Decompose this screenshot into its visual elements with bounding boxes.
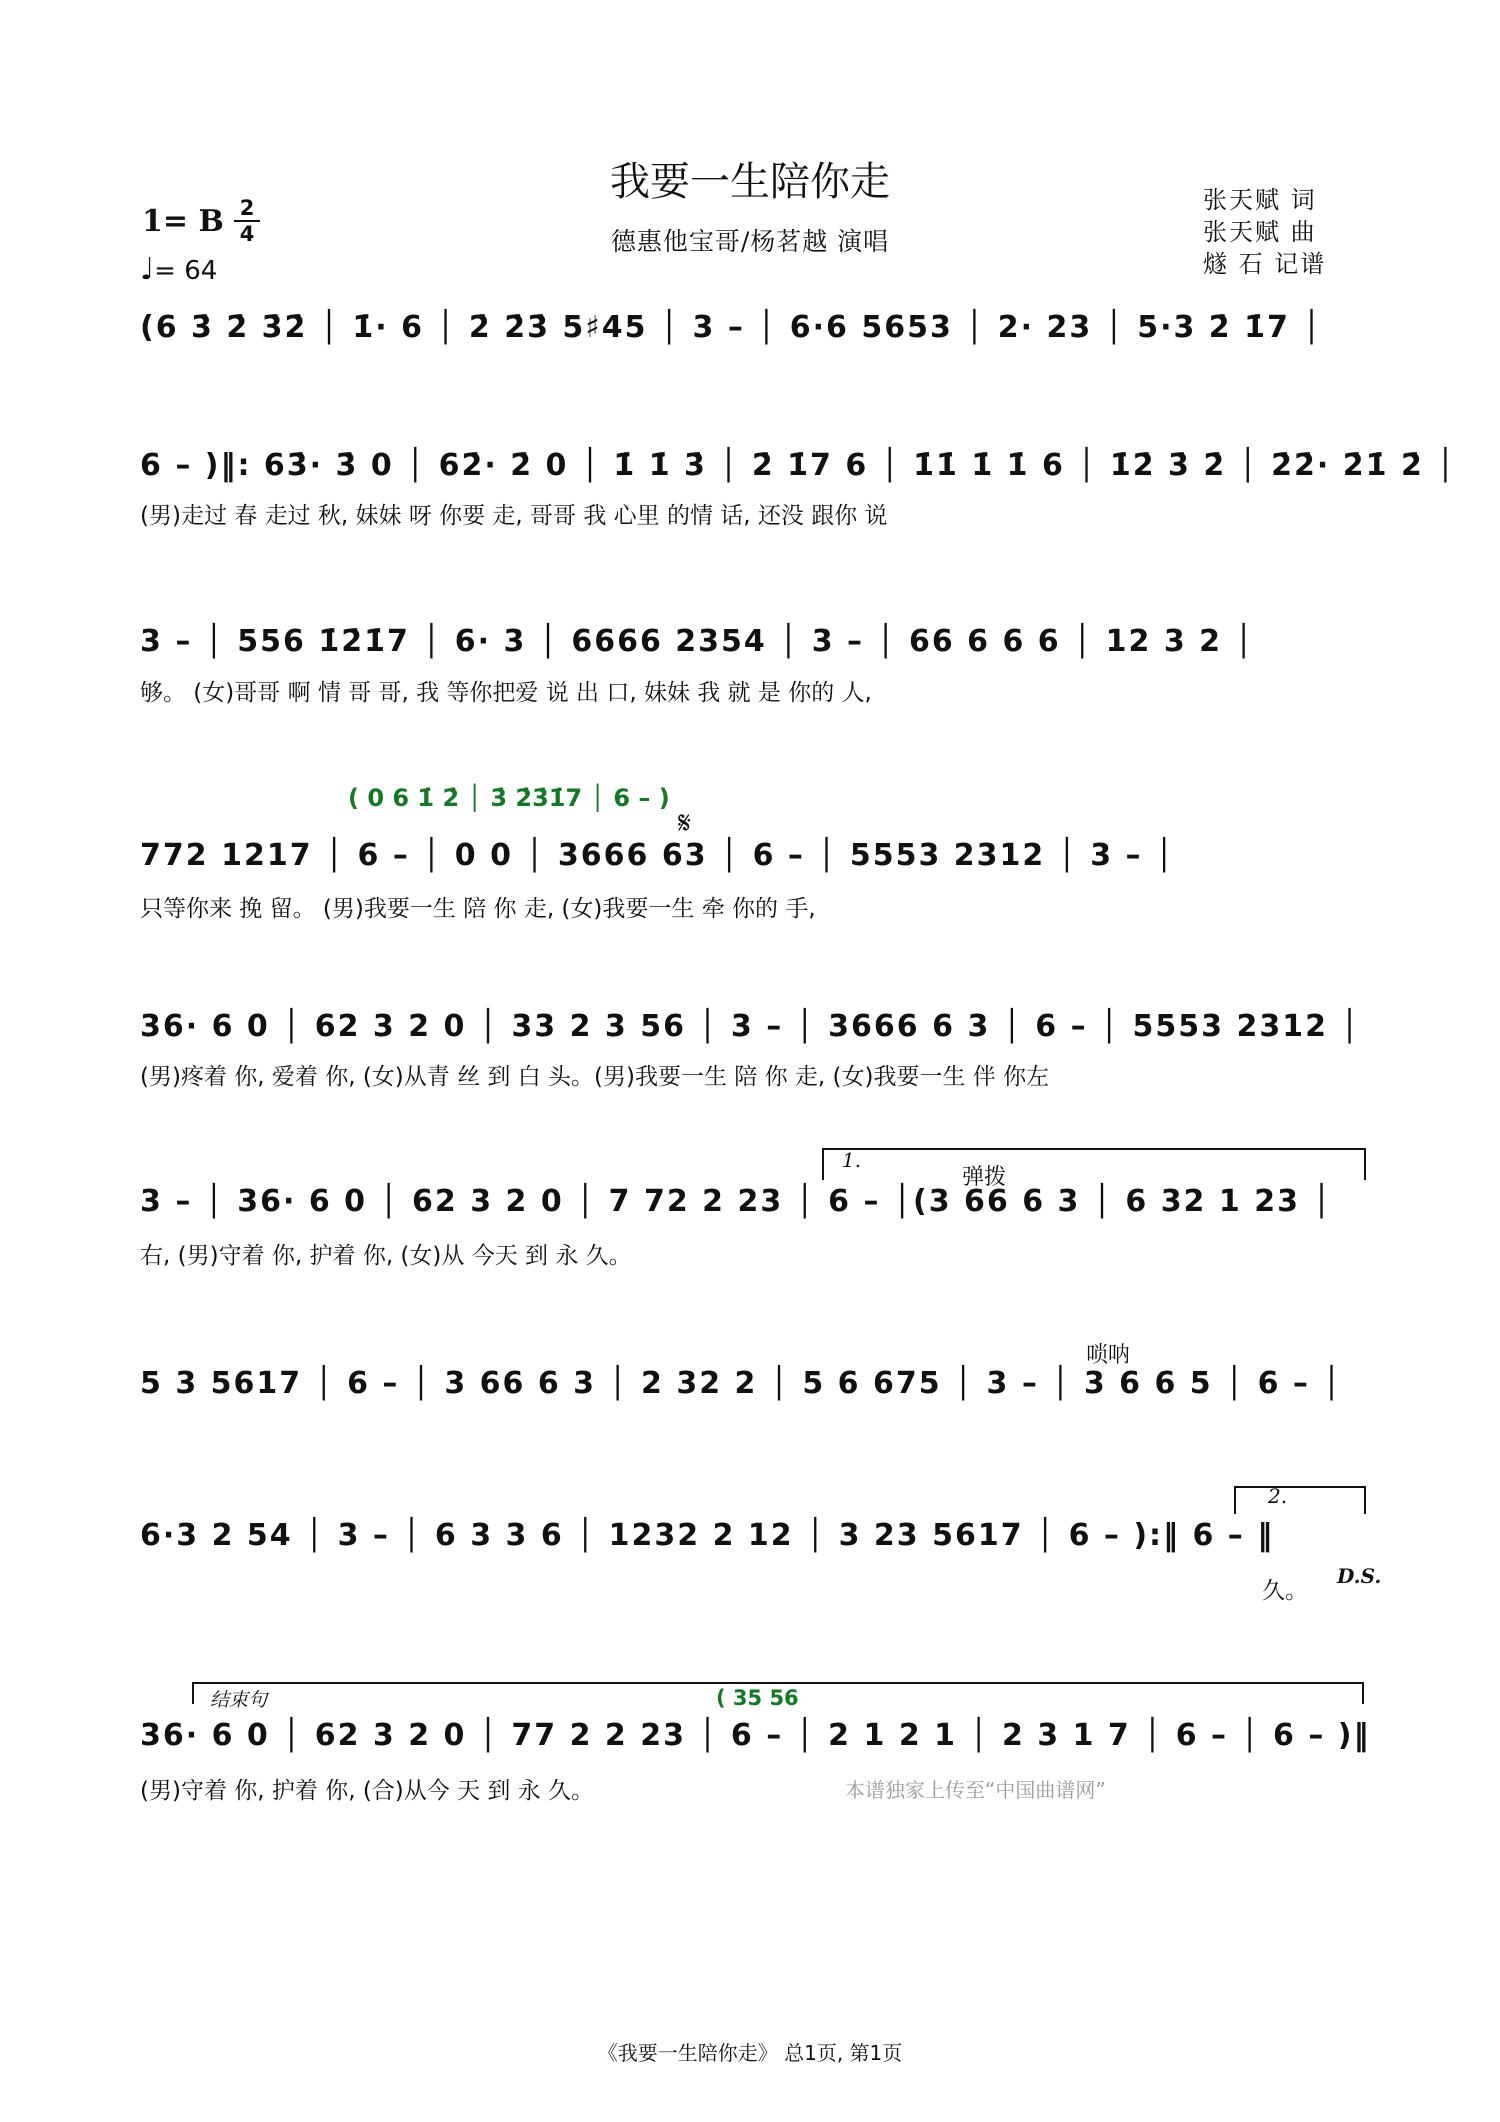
- green-small-notes: ( 35 56: [716, 1686, 799, 1710]
- lyric-line-6: 右, (男)守着 你, 护着 你, (女)从 今天 到 永 久。: [140, 1243, 632, 1269]
- lyric-line-8: 久。: [1262, 1578, 1308, 1604]
- ds-marking: D.S.: [1337, 1564, 1382, 1588]
- segno-icon: 𝄋: [678, 806, 691, 841]
- music-line-7: 5 3 5617 │ 6 – │ 3 66 6 3 │ 2 32 2 │ 5 6 675 │ 3 – │ 3 6 6 5 │ 6 – │: [140, 1366, 1343, 1401]
- music-line-9: 36· 6 0 │ 62 3 2 0 │ 77 2 2 23 │ 6 – │ 2 1 2 1 │ 2 3 1 7 │ 6 – │ 6 – )‖: [140, 1718, 1371, 1753]
- music-line-5: 36· 6 0 │ 62 3 2 0 │ 33 2 3 56 │ 3 – │ 3666 6 3 │ 6 – │ 5553 2312 │: [140, 1009, 1361, 1044]
- music-line-4: 772 1217 │ 6 – │ 0 0 │ 3666 63 │ 6 – │ 5553 2312 │ 3 – │: [140, 838, 1176, 873]
- transcriber-credit: 燧 石 记谱: [1203, 250, 1327, 278]
- lyric-line-2: (男)走过 春 走过 秋, 妹妹 呀 你要 走, 哥哥 我 心里 的情 话, 还没 跟你 说: [140, 503, 888, 529]
- upload-note: 本谱独家上传至“中国曲谱网”: [845, 1778, 1106, 1802]
- lyric-line-5: (男)疼着 你, 爱着 你, (女)从青 丝 到 白 头。(男)我要一生 陪 你 走, (女)我要一生 伴 你左: [140, 1064, 1050, 1090]
- time-signature-bottom: 4: [239, 222, 255, 246]
- time-signature: [234, 198, 260, 244]
- lyricist-credit: 张天赋 词: [1203, 186, 1317, 214]
- interlude-notes: ( 0 6 1̇ 2̇ │ 3̇ 2̇3̇1̇7 │ 6 – ): [348, 784, 670, 812]
- lyric-line-9: (男)守着 你, 护着 你, (合)从今 天 到 永 久。: [140, 1778, 595, 1804]
- page-footer: 《我要一生陪你走》 总1页, 第1页: [597, 2041, 903, 2065]
- lyric-line-4: 只等你来 挽 留。 (男)我要一生 陪 你 走, (女)我要一生 牵 你的 手,: [140, 896, 816, 922]
- score-title: 我要一生陪你走: [610, 159, 890, 205]
- music-line-3: 3 – │ 556 1̇2̇1̇7 │ 6· 3 │ 6666 2354 │ 3 – │ 66 6 6 6 │ 12 3 2 │: [140, 624, 1255, 659]
- coda-label: 结束句: [210, 1689, 268, 1711]
- volta-2-bracket: [1234, 1486, 1366, 1514]
- performers: 德惠他宝哥/杨茗越 演唱: [610, 227, 890, 256]
- volta-2-label: 2.: [1268, 1484, 1288, 1508]
- composer-credit: 张天赋 曲: [1203, 218, 1317, 246]
- music-line-2: 6 – )‖: 63̇· 3̇ 0 │ 62̇· 2̇ 0 │ 1̇ 1̇ 3̇ │ 2̇ 1̇7 6 │ 1̇1̇ 1̇ 1̇ 6 │ 1̇2̇ 3̇ 2̇ │ 2̇2̇· 2̇1̇ 2̇ │: [140, 448, 1457, 483]
- quarter-note-icon: ♩: [140, 252, 155, 287]
- lyric-line-3: 够。 (女)哥哥 啊 情 哥 哥, 我 等你把爱 说 出 口, 妹妹 我 就 是 你的 人,: [140, 680, 872, 706]
- music-line-8: 6·3 2 54 │ 3 – │ 6 3 3 6 │ 1232 2 12 │ 3 23 5617 │ 6 – ):‖ 6 – ‖: [140, 1518, 1275, 1553]
- music-line-6: 3 – │ 36· 6 0 │ 62 3 2 0 │ 7 72 2 23 │ 6 – │(3 66 6 3 │ 6 32 1 23 │: [140, 1184, 1333, 1219]
- volta-1-bracket: [822, 1148, 1366, 1180]
- tempo-value: = 64: [154, 256, 218, 286]
- time-signature-top: 2: [239, 196, 255, 220]
- music-line-1: (6 3̇ 2̇ 3̇2̇ │ 1̇· 6 │ 2̇ 2̇3̇ 5♯45 │ 3 – │ 6·6 5653 │ 2· 23 │ 5·3 2̇ 1̇7 │: [140, 310, 1323, 345]
- key-signature: 1= B: [142, 204, 224, 239]
- tempo-marking: [140, 252, 217, 287]
- tanbo-annotation: 弹拨: [962, 1165, 1007, 1190]
- suona-annotation: 唢呐: [1086, 1343, 1131, 1368]
- volta-1-label: 1.: [842, 1148, 862, 1172]
